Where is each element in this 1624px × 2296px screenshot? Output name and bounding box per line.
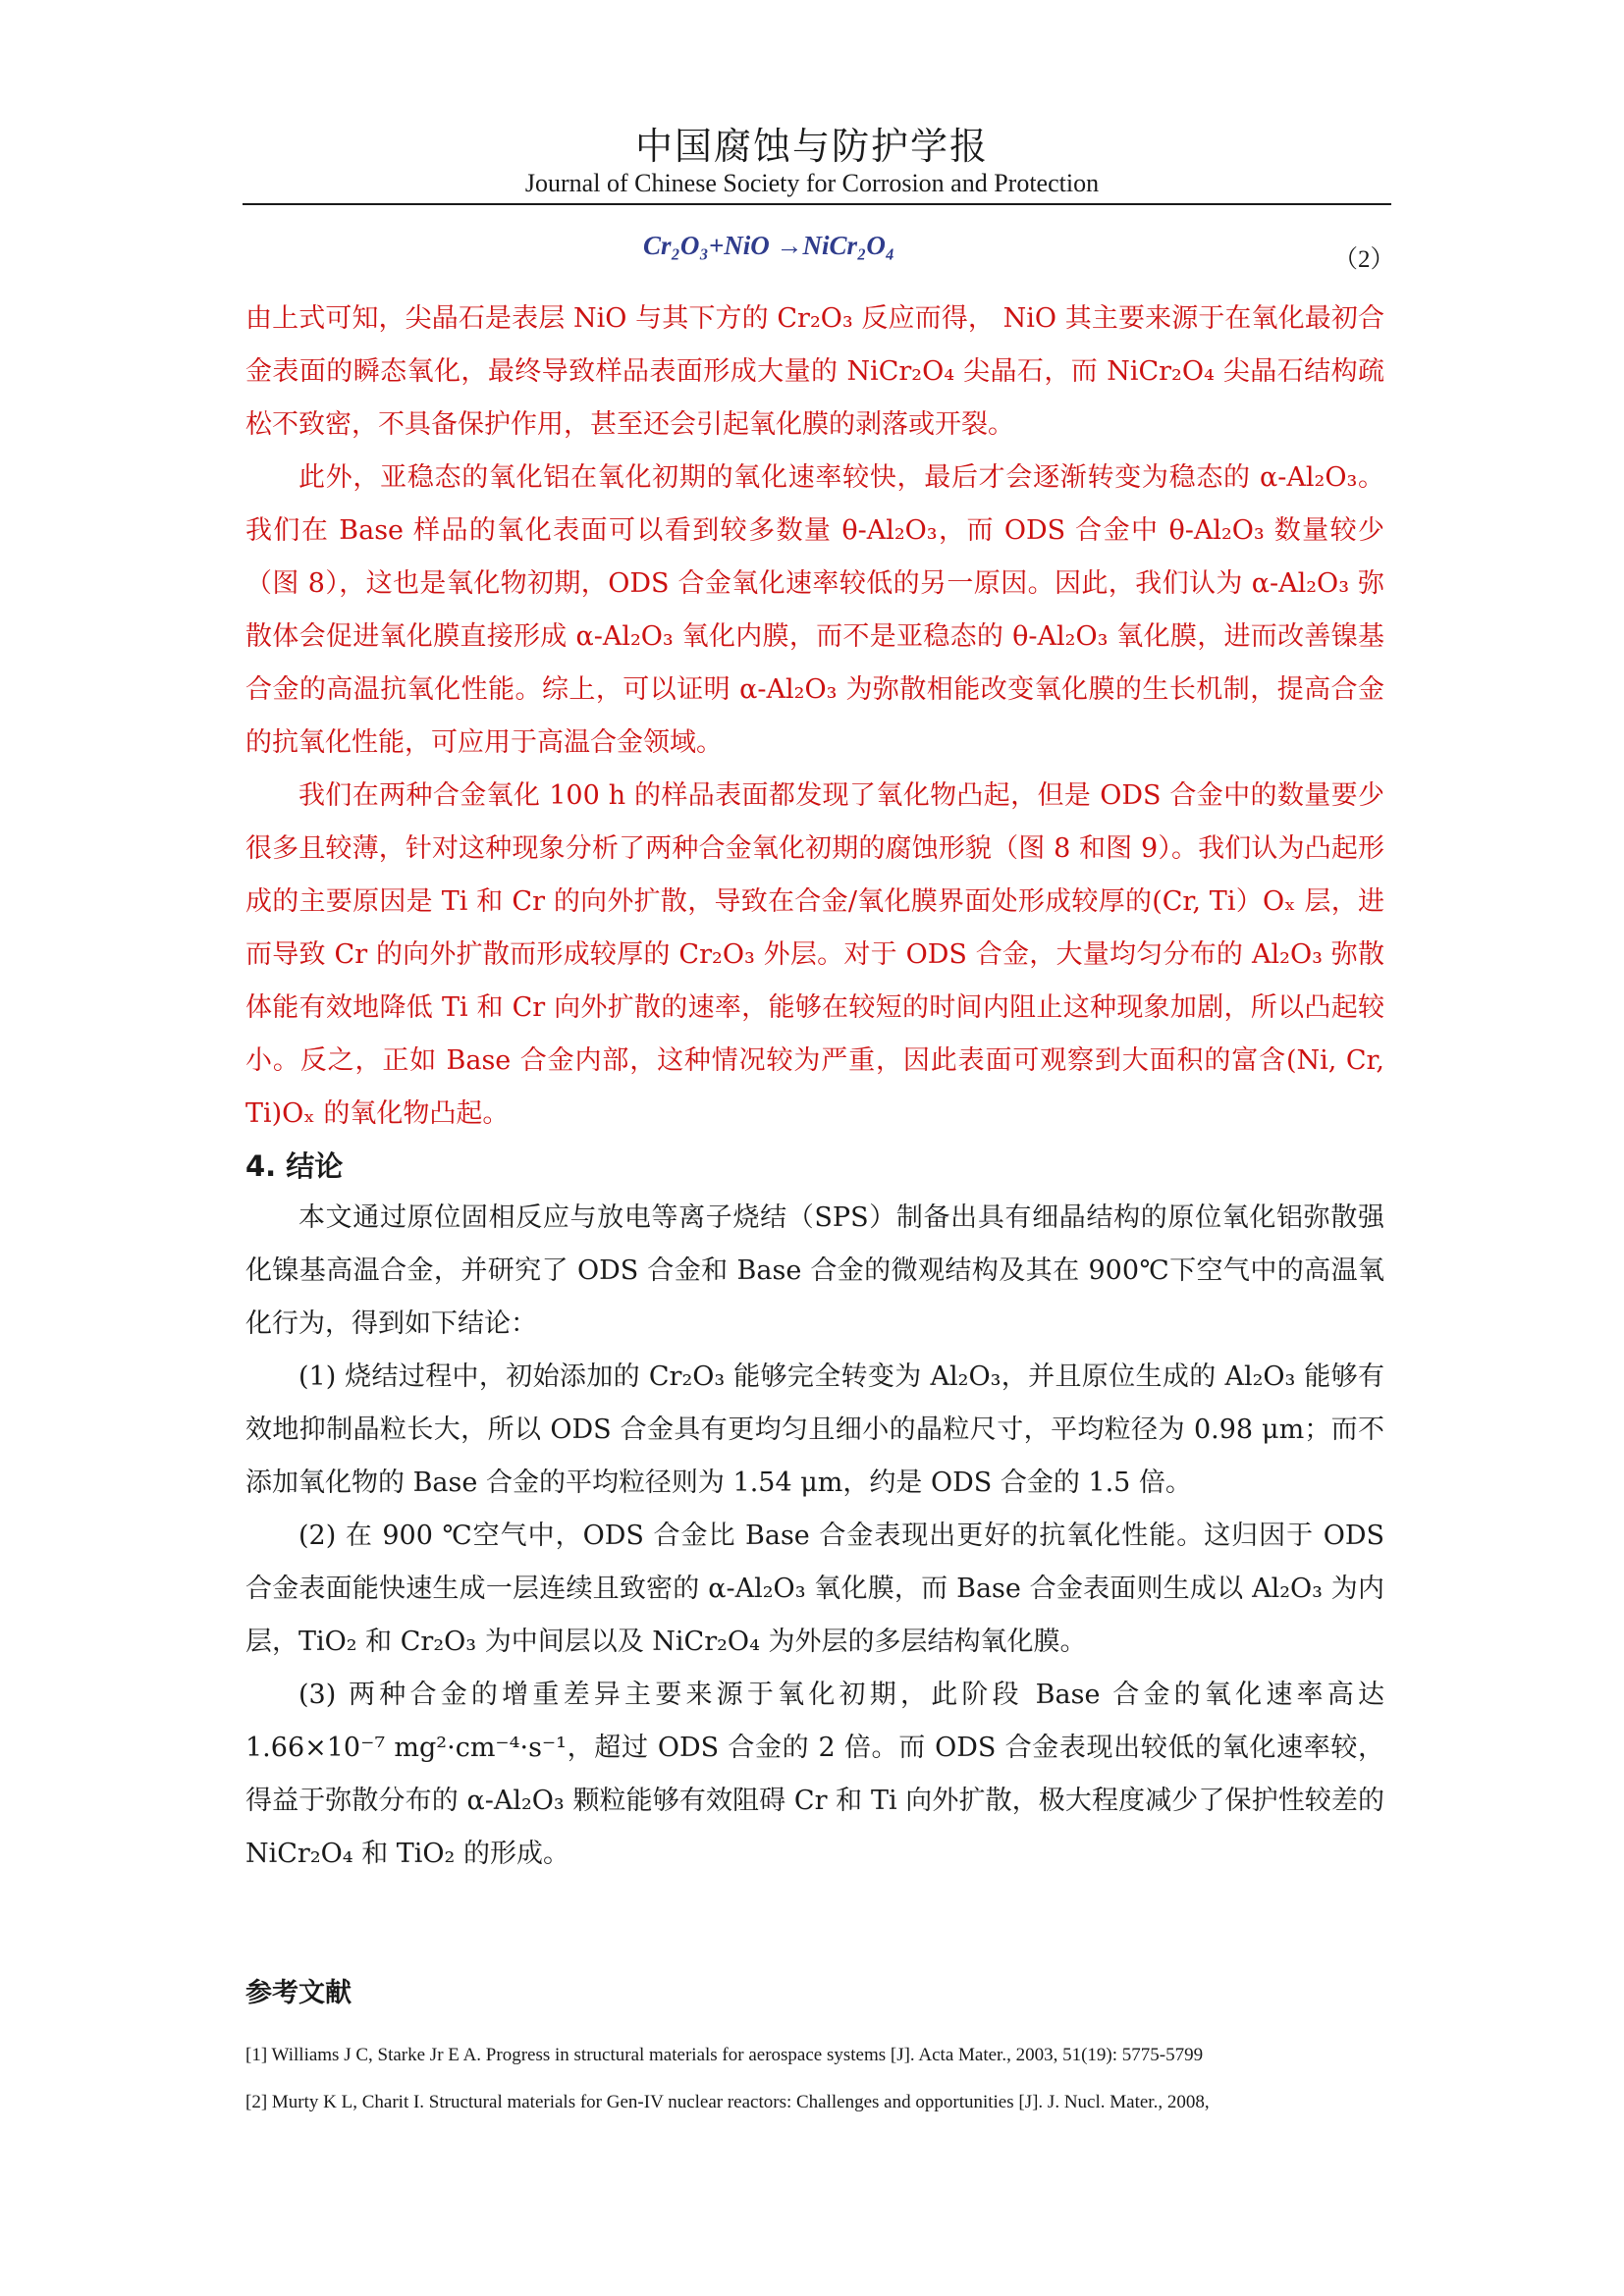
paragraph-oxide-nodules: 我们在两种合金氧化 100 h 的样品表面都发现了氧化物凸起，但是 ODS 合金中的数量要少很多且较薄，针对这种现象分析了两种合金氧化初期的腐蚀形貌（图 8 和图 9）。我们认为凸起形成的主要原因是 Ti 和 Cr 的向外扩散，导致在合金/氧化膜界面处形成较厚的(Cr, Ti）Oₓ 层，进而导致 Cr 的向外扩散而形成较厚的 Cr₂O₃ 外层。对于 ODS 合金，大量均匀分布的 Al₂O₃ 弥散体能有效地降低 Ti 和 Cr 向外扩散的速率，能够在较短的时间内阻止这种现象加剧，所以凸起较小。反之，正如 Base 合金内部，这种情况较为严重，因此表面可观察到大面积的富含(Ni, Cr, Ti)Oₓ 的氧化物凸起。 <box>245 780 1384 1129</box>
references-heading: 参考文献 <box>245 1978 352 2008</box>
journal-title-chinese: 中国腐蚀与防护学报 <box>634 125 989 168</box>
paragraph-spinel-formation: 由上式可知，尖晶石是表层 NiO 与其下方的 Cr₂O₃ 反应而得， NiO 其主要来源于在氧化最初合金表面的瞬态氧化，最终导致样品表面形成大量的 NiCr₂O₄ 尖晶石，而 NiCr₂O₄ 尖晶石结构疏松不致密，不具备保护作用，甚至还会引起氧化膜的剥落或开裂。 <box>245 303 1384 440</box>
conclusion-item-3: (3) 两种合金的增重差异主要来源于氧化初期，此阶段 Base 合金的氧化速率高达 1.66×10⁻⁷ mg²·cm⁻⁴·s⁻¹，超过 ODS 合金的 2 倍。而 ODS 合金表现出较低的氧化速率较，得益于弥散分布的 α-Al₂O₃ 颗粒能够有效阻碍 Cr 和 Ti 向外扩散，极大程度减少了保护性较差的 NiCr₂O₄ 和 TiO₂ 的形成。 <box>245 1680 1384 1869</box>
body-text <box>245 293 1384 1881</box>
conclusion-item-1: (1) 烧结过程中，初始添加的 Cr₂O₃ 能够完全转变为 Al₂O₃，并且原位生成的 Al₂O₃ 能够有效地抑制晶粒长大，所以 ODS 合金具有更均匀且细小的晶粒尺寸，平均粒径为 0.98 μm；而不添加氧化物的 Base 合金的平均粒径则为 1.54 μm，约是 ODS 合金的 1.5 倍。 <box>245 1362 1384 1498</box>
reference-item: [2] Murty K L, Charit I. Structural materials for Gen-IV nuclear reactors: Challenges and opportunities [J]. J. Nucl. Mater., 2008, <box>245 2092 1210 2112</box>
header-divider <box>243 203 1391 205</box>
equation-number: （2） <box>1333 246 1395 273</box>
paragraph-conclusion-intro: 本文通过原位固相反应与放电等离子烧结（SPS）制备出具有细晶结构的原位氧化铝弥散强化镍基高温合金，并研究了 ODS 合金和 Base 合金的微观结构及其在 900℃下空气中的高温氧化行为，得到如下结论： <box>245 1202 1384 1339</box>
journal-title-english: Journal of Chinese Society for Corrosion and Protection <box>524 169 1100 197</box>
equation-formula: Cr₂O₃+NiO →NiCr₂O₄ <box>643 231 895 260</box>
section-heading-conclusion: 4. 结论 <box>245 1149 344 1183</box>
conclusion-item-2: (2) 在 900 ℃空气中，ODS 合金比 Base 合金表现出更好的抗氧化性能。这归因于 ODS 合金表面能快速生成一层连续且致密的 α-Al₂O₃ 氧化膜，而 Base 合金表面则生成以 Al₂O₃ 为内层，TiO₂ 和 Cr₂O₃ 为中间层以及 NiCr₂O₄ 为外层的多层结构氧化膜。 <box>245 1521 1384 1657</box>
paragraph-metastable-alumina: 此外，亚稳态的氧化铝在氧化初期的氧化速率较快，最后才会逐渐转变为稳态的 α-Al₂O₃。我们在 Base 样品的氧化表面可以看到较多数量 θ-Al₂O₃，而 ODS 合金中 θ-Al₂O₃ 数量较少（图 8），这也是氧化物初期，ODS 合金氧化速率较低的另一原因。因此，我们认为 α-Al₂O₃ 弥散体会促进氧化膜直接形成 α-Al₂O₃ 氧化内膜，而不是亚稳态的 θ-Al₂O₃ 氧化膜，进而改善镍基合金的高温抗氧化性能。综上，可以证明 α-Al₂O₃ 为弥散相能改变氧化膜的生长机制，提高合金的抗氧化性能，可应用于高温合金领域。 <box>245 462 1384 758</box>
reference-item: [1] Williams J C, Starke Jr E A. Progress in structural materials for aerospace systems [J]. Acta Mater., 2003, 51(19): 5775-5799 <box>245 2045 1204 2065</box>
references-list <box>245 2032 1386 2126</box>
